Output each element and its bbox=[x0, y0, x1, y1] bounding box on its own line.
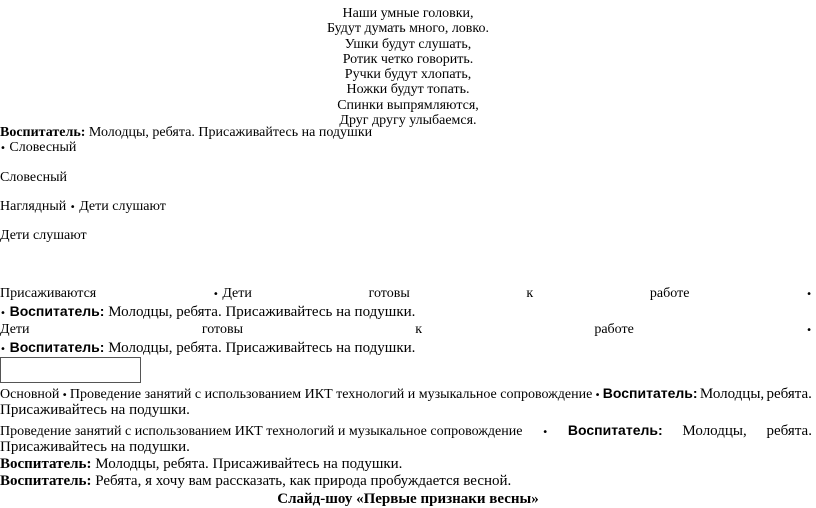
bullet-icon: • bbox=[0, 308, 6, 319]
bullet-icon: • bbox=[69, 202, 76, 213]
teacher-text-part: ребята. bbox=[766, 386, 812, 402]
poem-line: Друг другу улыбаемся. bbox=[339, 113, 477, 129]
teacher-label: Воспитатель: bbox=[9, 303, 105, 319]
poem-line: Ушки будут слушать, bbox=[344, 36, 472, 52]
main-stage-row bbox=[0, 385, 812, 403]
teacher-text: Молодцы, ребята. Присаживайтесь на подушки. bbox=[95, 456, 403, 472]
ready-word-1: Дети bbox=[0, 322, 30, 337]
ready-word-4: работе bbox=[649, 286, 690, 301]
poem-line: Будут думать много, ловко. bbox=[326, 21, 490, 37]
bullet-icon: • bbox=[212, 289, 219, 300]
empty-table-cell bbox=[0, 357, 141, 383]
ready-word-3: к bbox=[415, 322, 423, 337]
ready-word-2: готовы bbox=[201, 322, 243, 337]
bullet-icon: • bbox=[542, 427, 549, 438]
teacher-line-3 bbox=[0, 340, 415, 356]
ready-word-2: готовы bbox=[368, 286, 410, 301]
poem-line: Ножки будут топать. bbox=[346, 82, 470, 98]
teacher-label: Воспитатель: bbox=[0, 456, 92, 472]
teacher-text: Молодцы, ребята. Присаживайтесь на подушки. bbox=[108, 304, 416, 320]
sitting-down-text: Присаживаются bbox=[0, 286, 97, 301]
sitting-ready-row bbox=[0, 286, 812, 302]
poem-line: Ротик четко говорить. bbox=[342, 51, 474, 67]
bullet-icon: • bbox=[0, 143, 6, 154]
teacher-text-part: ребята. bbox=[766, 423, 812, 439]
teacher-line-5 bbox=[0, 474, 511, 489]
teacher-text: Молодцы, ребята. Присаживайтесь на подушки bbox=[88, 125, 373, 140]
poem-line: Наши умные головки, bbox=[342, 6, 474, 21]
main-stage-label: Основной bbox=[0, 387, 60, 402]
bullet-icon: • bbox=[594, 390, 601, 401]
bullet-icon: • bbox=[806, 325, 812, 336]
poem-line: Ручки будут хлопать, bbox=[344, 67, 472, 83]
ready-word-1: • Дети bbox=[212, 286, 252, 301]
teacher-label: Воспитатель: bbox=[0, 125, 86, 140]
method-visual-line bbox=[0, 200, 166, 214]
ikt-text: Проведение занятий с использованием ИКТ технологий и музыкальное сопровождение bbox=[69, 387, 593, 402]
teacher-label: Воспитатель: bbox=[567, 422, 663, 438]
teacher-story: Ребята, я хочу вам рассказать, как природа пробуждается весной. bbox=[95, 473, 512, 489]
teacher-label: Воспитатель: bbox=[0, 473, 92, 489]
ikt-row bbox=[0, 422, 812, 440]
bullet-icon: • bbox=[0, 344, 6, 355]
method-visual: Наглядный bbox=[0, 199, 67, 214]
poem-line: Спинки выпрямляются, bbox=[337, 97, 479, 113]
slideshow-title: Слайд-шоу «Первые признаки весны» bbox=[277, 491, 539, 507]
method-verbal-text: Словесный bbox=[9, 140, 77, 155]
bullet-icon: • bbox=[61, 390, 68, 401]
sit-continuation: Присаживайтесь на подушки. bbox=[0, 439, 190, 455]
teacher-text: Молодцы, ребята. Присаживайтесь на подушки. bbox=[108, 340, 416, 356]
children-listen: Дети слушают bbox=[0, 228, 87, 243]
ready-row bbox=[0, 322, 812, 338]
bullet-icon: • bbox=[806, 289, 812, 300]
teacher-line-1 bbox=[0, 126, 372, 140]
sit-continuation: Присаживайтесь на подушки. bbox=[0, 402, 190, 418]
ikt-text: Проведение занятий с использованием ИКТ технологий и музыкальное сопровождение bbox=[0, 424, 523, 439]
method-verbal-bullet bbox=[0, 141, 76, 155]
teacher-label: Воспитатель: bbox=[9, 339, 105, 355]
teacher-text-part: Молодцы, bbox=[699, 386, 765, 402]
teacher-line-2 bbox=[0, 304, 415, 320]
teacher-text-part: Молодцы, bbox=[682, 423, 747, 439]
method-verbal: Словесный bbox=[0, 170, 68, 185]
poem-block bbox=[0, 6, 816, 128]
teacher-label: Воспитатель: bbox=[602, 385, 698, 401]
ready-word-3: к bbox=[526, 286, 534, 301]
ready-word-4: работе bbox=[594, 322, 634, 337]
teacher-line-4 bbox=[0, 457, 402, 472]
children-listen-text: Дети слушают bbox=[79, 199, 166, 214]
